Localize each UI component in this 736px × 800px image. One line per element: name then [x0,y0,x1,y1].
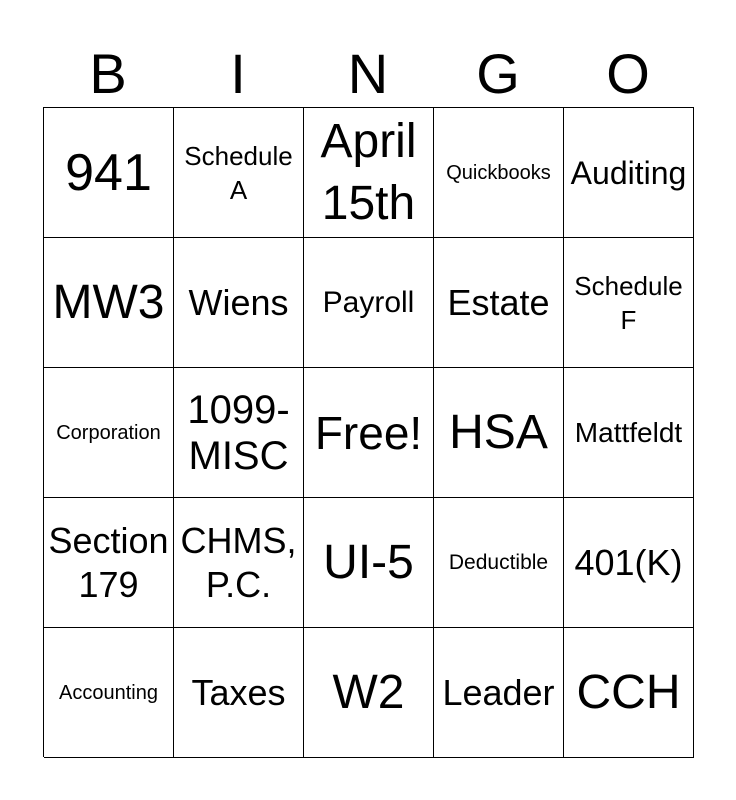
bingo-header [43,40,693,108]
cell-label: Wiens [188,281,289,323]
bingo-cell-r5-c3[interactable] [304,628,434,758]
header-letter-i: I [230,42,246,105]
cell-label: Mattfeldt [574,416,683,448]
cell-label: Section 179 [48,519,169,605]
cell-label: Taxes [191,671,286,713]
cell-label: HSA [449,405,548,459]
cell-label: 941 [65,143,152,202]
cell-label: Corporation [56,421,161,444]
header-letter-o: O [606,42,650,105]
bingo-cell-r5-c5[interactable] [564,628,694,758]
bingo-cell-r5-c1[interactable] [44,628,174,758]
cell-label: Auditing [570,154,687,191]
cell-label: Deductible [448,550,549,574]
header-letter-b: B [89,42,127,105]
header-letter-n: N [347,42,389,105]
cell-label: Schedule F [574,270,683,335]
bingo-board [43,107,694,757]
bingo-cell-r3-c2[interactable] [174,368,304,498]
bingo-cell-r4-c4[interactable] [434,498,564,628]
cell-label: Quickbooks [446,161,551,184]
cell-label: W2 [332,665,405,719]
header-letter-g: G [476,42,520,105]
bingo-cell-r4-c1[interactable] [44,498,174,628]
cell-label: Accounting [59,681,158,704]
bingo-cell-r4-c2[interactable] [174,498,304,628]
cell-label: Estate [447,281,550,323]
cell-label: 401(K) [574,541,683,583]
bingo-cell-r1-c1[interactable] [44,108,174,238]
cell-label: Payroll [322,285,415,319]
bingo-cell-r2-c2[interactable] [174,238,304,368]
bingo-cell-r2-c3[interactable] [304,238,434,368]
bingo-cell-r1-c4[interactable] [434,108,564,238]
bingo-cell-r1-c3[interactable] [304,108,434,238]
cell-label: MW3 [52,275,165,329]
bingo-cell-r1-c5[interactable] [564,108,694,238]
bingo-cell-r1-c2[interactable] [174,108,304,238]
bingo-cell-r2-c4[interactable] [434,238,564,368]
bingo-cell-r3-c4[interactable] [434,368,564,498]
bingo-cell-r2-c1[interactable] [44,238,174,368]
bingo-cell-r3-c3[interactable] [304,368,434,498]
cell-label: April 15th [320,114,417,230]
bingo-cell-r3-c1[interactable] [44,368,174,498]
bingo-cell-r5-c4[interactable] [434,628,564,758]
bingo-cell-r5-c2[interactable] [174,628,304,758]
cell-label: CHMS, P.C. [180,519,297,605]
cell-label: Schedule A [184,140,293,205]
bingo-cell-r4-c5[interactable] [564,498,694,628]
bingo-cell-r3-c5[interactable] [564,368,694,498]
cell-label: UI-5 [323,535,414,589]
cell-label: CCH [576,665,681,719]
cell-label: Leader [442,671,555,713]
bingo-cell-r2-c5[interactable] [564,238,694,368]
cell-label: Free! [314,406,423,459]
cell-label: 1099-MISC [187,387,290,478]
bingo-cell-r4-c3[interactable] [304,498,434,628]
